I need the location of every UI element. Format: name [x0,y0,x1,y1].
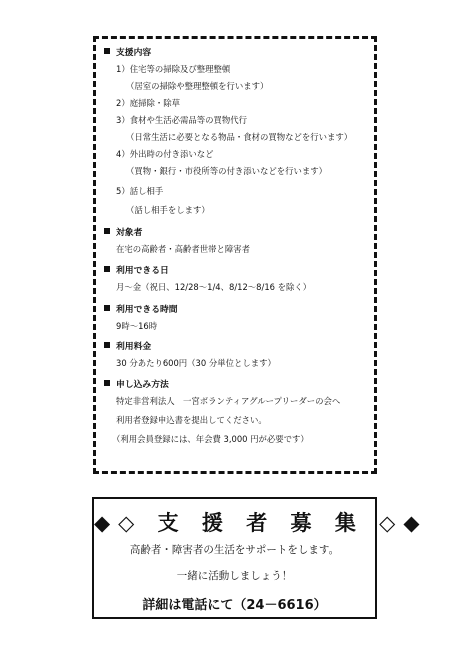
support-item-note: （話し相手をします） [126,205,210,215]
recruit-box [92,497,428,619]
support-item: 1）住宅等の掃除及び整理整頓 [116,64,231,74]
section-apply-heading: 申し込み方法 [104,380,169,390]
target-text: 在宅の高齢者・高齢者世帯と障害者 [116,244,250,254]
section-support-heading: 支援内容 [104,48,151,58]
days-text: 月～金（祝日、12/28～1/4、8/12～8/16 を除く） [116,282,312,292]
apply-line: 利用者登録申込書を提出してください。 [116,415,267,425]
support-item-note: （居室の掃除や整理整頓を行います） [126,81,269,91]
square-bullet-icon [104,48,110,54]
recruit-contact: 詳細は電話にて（24－6616） [142,598,327,613]
fee-text: 30 分あたり600円（30 分単位とします） [116,358,276,368]
apply-line: 特定非営利法人 一宮ボランティアグループリーダーの会へ [116,396,341,406]
section-target-heading: 対象者 [104,228,142,238]
support-item: 5）話し相手 [116,186,164,196]
support-item: 3）食材や生活必需品等の買物代行 [116,115,247,125]
recruit-line-1: 高齢者・障害者の生活をサポートをします。 [129,544,340,556]
square-bullet-icon [104,380,110,386]
square-bullet-icon [104,305,110,311]
apply-line-note: （利用会員登録には、年会費 3,000 円が必要です） [112,434,309,444]
section-days-heading: 利用できる日 [104,266,169,276]
section-hours-heading: 利用できる時間 [104,305,178,315]
square-bullet-icon [104,342,110,348]
support-item-note: （日常生活に必要となる物品・食材の買物などを行います） [126,132,353,142]
support-item-note: （買物・銀行・市役所等の付き添いなどを行います） [126,166,327,176]
square-bullet-icon [104,228,110,234]
support-item: 4）外出時の付き添いなど [116,149,214,159]
recruit-title: ◆◇ 支 援 者 募 集 ◇◆ [94,511,428,535]
square-bullet-icon [104,266,110,272]
support-item: 2）庭掃除・除草 [116,98,180,108]
hours-text: 9時～16時 [116,321,158,331]
recruit-line-2: 一緒に活動しましょう！ [176,570,293,582]
section-fee-heading: 利用料金 [104,342,151,352]
